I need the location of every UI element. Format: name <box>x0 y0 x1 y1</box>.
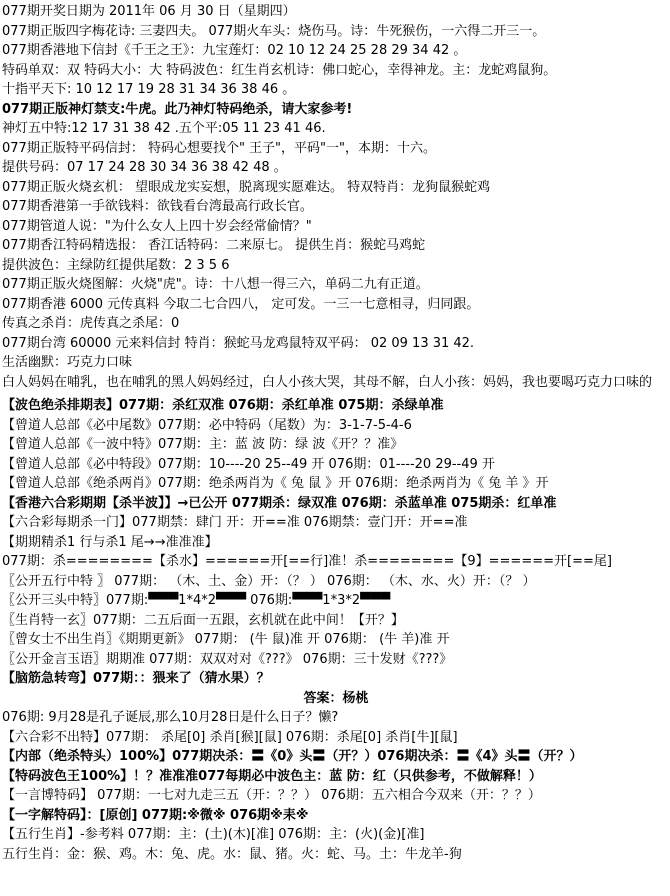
text-line: 【特码波色王100%】！？准准准077每期必中波色主：蓝 防：红（只供参考，不做解释！） <box>2 768 542 784</box>
text-line: 【一言博特码】 077期：一七对九走三五（开：？？） 076期：五六相合今双来（开：？？） <box>2 788 541 803</box>
answer-line: 答案：杨桃 <box>303 690 369 706</box>
text-line: 【曾道人总部《绝杀两肖》077期：绝杀两肖为《 兔 鼠 》开 076期：绝杀两肖为《 兔 羊 》开 <box>2 476 549 491</box>
text-line: 【曾道人总部《必中尾数》077期：必中特码（尾数）为：3-1-7-5-4-6 <box>2 417 412 433</box>
text-line: 【脑筋急转弯】077期：：猥来了（猜水果）？ <box>2 671 270 686</box>
text-line: 【六合彩每期杀一门】077期禁：肆门 开：开==准 076期禁：壹门开：开==准 <box>2 515 468 530</box>
text-line: 五行生肖：金：猴、鸡。木：兔、虎。水：鼠、猪。火：蛇、马。土：牛龙羊-狗 <box>2 846 462 862</box>
text-line: 【香港六合彩期期【杀半波】】→已公开 077期杀：绿双准 076期：杀蓝单准 075期杀：红单准 <box>2 495 557 511</box>
text-line: 【曾道人总部《必中特段》077期：10----20 25--49 开 076期：01----20 29--49 开 <box>2 456 495 472</box>
text-line: 〖公开金言玉语〗期期准 077期：双双对对《???》 076期：三十发财《???》 <box>2 651 453 667</box>
joke-paragraph: 白人妈妈在哺乳，也在哺乳的黑人妈妈经过，白人小孩大哭，其母不解，白人小孩：妈妈，我也要喝巧克力口味的 <box>2 374 653 390</box>
text-line: 077期香港 6000 元传真料 今取二七合四八， 定可发。一三一七意相寻，归同跟。 <box>2 296 480 312</box>
text-line: 【一字解特码】：[原创] 077期:※微※ 076期※耒※ <box>2 807 309 823</box>
text-line: 〖生肖特一玄〗077期：二五后面一五跟，玄机就在此中间！【开？】 <box>2 612 404 628</box>
text-line: 077期开奖日期为 2011年 06 月 30 日（星期四） <box>2 4 296 19</box>
text-line: 传真之杀肖：虎传真之杀尾：0 <box>2 316 180 331</box>
text-line: 077期正版神灯禁支:牛虎。此乃神灯特码绝杀，请大家参考! <box>2 101 353 117</box>
text-line: 077期正版特平码信封： 特码心想要找个" 王子"，平码"一"，本期：十六。 <box>2 140 436 156</box>
text-line: 十指平天下: 10 12 17 19 28 31 34 36 38 46 。 <box>2 82 296 97</box>
text-line: 〖公开三头中特〗077期:▀▀▀1*4*2▀▀▀ 076期:▀▀▀1*3*2▀▀▀ <box>2 593 391 608</box>
text-line: 077期正版四字梅花诗: 三妻四夫。 077期火车头：烧伤马。诗：牛死猴伤，一六得二开三一。 <box>2 23 546 39</box>
text-line: 077期管道人说："为什么女人上四十岁会经常偷情？" <box>2 218 312 234</box>
text-line: 神灯五中特:12 17 31 38 42 .五个平:05 11 23 41 46. <box>2 121 326 136</box>
text-line: 【曾道人总部《一波中特》077期：主：蓝 波 防：绿 波《开？？准》 <box>2 437 404 452</box>
text-line: 077期香港第一手欲钱料：欲钱看台湾最高行政长官。 <box>2 199 313 214</box>
text-line: 077期香江特码精选报： 香江话特码：二来原七。 提供生肖：猴蛇马鸡蛇 <box>2 238 426 253</box>
text-line: 077期香港地下信封《千王之王》：九宝莲灯：02 10 12 24 25 28 29 34 42 。 <box>2 43 467 58</box>
text-line: 077期正版火烧图解：火烧"虎"。诗：十八想一得三六，单码二九有正道。 <box>2 277 429 292</box>
text-line: 生活幽默：巧克力口味 <box>2 355 133 370</box>
text-line: 【五行生肖】-参考料 077期：主：(土)(木)[准] 076期：主：(火)(金)[准] <box>2 827 425 842</box>
text-line: 【六合彩不出特】077期： 杀尾[0] 杀肖[猴][鼠] 076期：杀尾[0] 杀肖[牛][鼠] <box>2 729 458 745</box>
text-line: 特码单双：双 特码大小：大 特码波色：红生肖玄机诗：佛口蛇心，幸得神龙。主：龙蛇鸡鼠狗。 <box>2 62 557 78</box>
text-line: 【期期精杀1 行与杀1 尾→→准准准】 <box>2 534 218 550</box>
text-line: 077期：杀========【杀水】======开[==行]准！杀========【9】======开[==尾] <box>2 554 612 569</box>
text-line: 077期正版火烧玄机： 望眼成龙实妄想，脱离现实愿难达。 特双特肖：龙狗鼠猴蛇鸡 <box>2 179 491 195</box>
text-line: 提供波色：主绿防红提供尾数：2 3 5 6 <box>2 257 230 273</box>
text-line: 【内部（绝杀特头）100%】077期决杀：〓《0》头〓（开？）076期决杀：〓《4》头〓（开？） <box>2 749 583 764</box>
text-line: 〖公开五行中特 〗 077期： （木、土、金）开：（？ ） 076期： （木、水、火）开：（？ ） <box>2 573 536 589</box>
text-line: 【波色绝杀排期表】077期：杀红双准 076期：杀红单准 075期：杀绿单准 <box>2 398 444 413</box>
question-line: 076期: 9月28是孔子诞辰,那么10月28日是什么日子？懒? <box>2 710 339 725</box>
text-line: 077期台湾 60000 元来料信封 特肖：猴蛇马龙鸡鼠特双平码： 02 09 13 31 42. <box>2 335 475 351</box>
text-line: 提供号码：07 17 24 28 30 34 36 38 42 48 。 <box>2 160 287 175</box>
text-line: 〖曾女士不出生肖〗《期期更新》 077期： (牛 鼠)准 开 076期： (牛 羊)准 开 <box>2 632 450 647</box>
